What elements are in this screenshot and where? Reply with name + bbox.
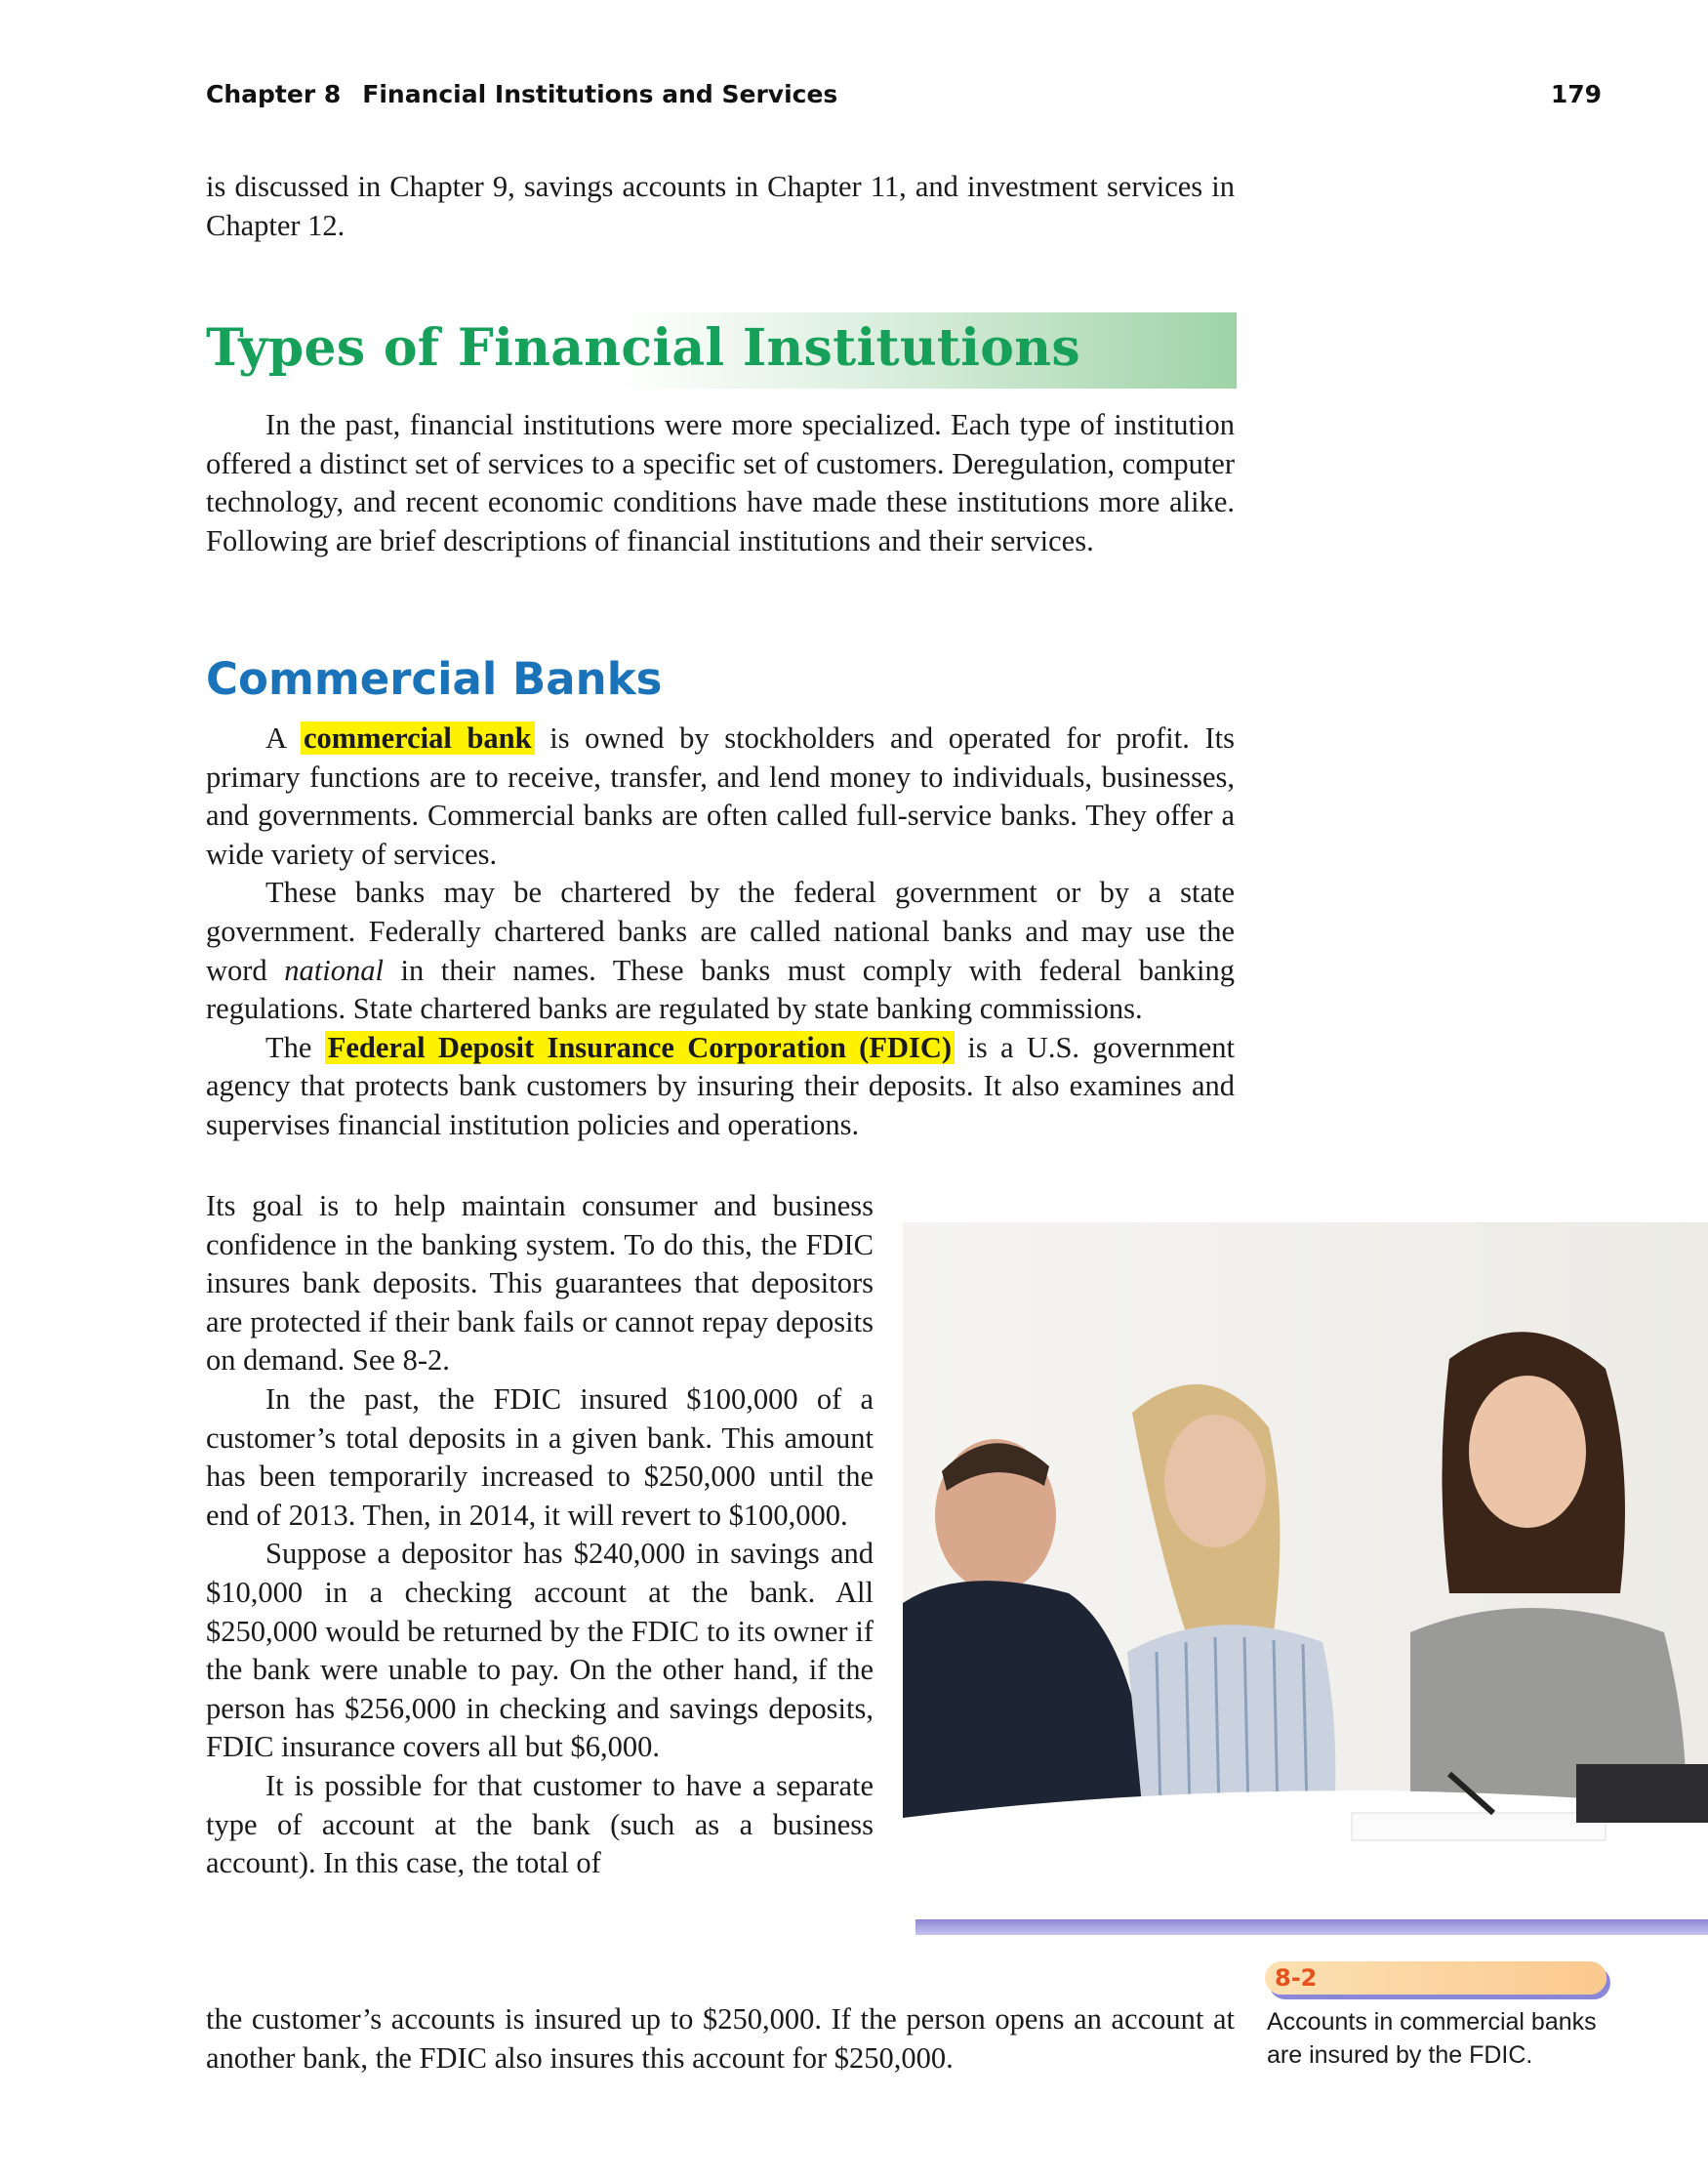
commercial-banks-body	[206, 720, 1235, 1145]
paragraph-separate-account: It is possible for that customer to have a separate type of account at the bank (such as a business account). In this case, the total of	[206, 1768, 874, 1880]
paragraph-depositor-example: Suppose a depositor has $240,000 in savings and $10,000 in a checking account at the bank. All $250,000 would be returned by the FDIC to its owner if the bank were unable to pay. On the other hand, if the person has $256,000 in checking and savings deposits, FDIC insurance covers all but $6,000.	[206, 1537, 874, 1764]
page-number: 179	[1550, 80, 1602, 108]
chapter-number: Chapter 8	[206, 80, 342, 108]
emphasis-national: national	[284, 953, 384, 987]
paragraph-fdic-continued: Its goal is to help maintain consumer and business confidence in the banking system. To do this, the FDIC insures bank deposits. This guarantees that depositors are protected if their bank fails or cannot repay deposits on demand. See 8-2.	[206, 1189, 874, 1378]
text-run: A	[265, 721, 301, 755]
types-text: In the past, financial institutions were more specialized. Each type of institution offered a distinct set of services to a specific set of customers. Deregulation, computer technology, and recent economic conditions have made these institutions more alike. Following are brief descriptions of financial institutions and their services.	[206, 408, 1235, 557]
chapter-title: Financial Institutions and Services	[362, 80, 838, 108]
glossary-term-commercial-bank[interactable]: commercial bank	[301, 721, 535, 755]
text-run: These banks may be chartered by the federal government or by a state government. Federally chartered banks are called national banks and may use the word	[206, 876, 1235, 987]
figure-number-badge: 8-2	[1265, 1961, 1606, 1995]
intro-text: is discussed in Chapter 9, savings accounts in Chapter 11, and investment services in Chapter 12.	[206, 170, 1235, 242]
figure-photo-bank-meeting	[903, 1222, 1708, 1923]
paragraph-chartering	[206, 874, 1235, 1028]
section-title: Types of Financial Institutions	[206, 318, 1080, 378]
photo-shadow-bar	[915, 1919, 1708, 1935]
paragraph-commercial-bank	[206, 720, 1235, 874]
paragraph-fdic	[206, 1029, 1235, 1145]
glossary-term-fdic[interactable]: Federal Deposit Insurance Corporation (FDIC)	[325, 1031, 955, 1064]
types-paragraph	[206, 406, 1235, 560]
text-run: is a U.S. government agency that protects bank customers by insuring their deposits. It also examines and supervises financial institution policies and operations.	[206, 1030, 1235, 1141]
subsection-title: Commercial Banks	[206, 653, 663, 705]
figure-caption: Accounts in commercial banks are insured by the FDIC.	[1267, 2008, 1597, 2069]
text-run: The	[265, 1030, 325, 1064]
narrow-column-body	[206, 1187, 874, 1883]
paragraph-insurance-limit: In the past, the FDIC insured $100,000 of a customer’s total deposits in a given bank. This amount has been temporarily increased to $250,000 until the end of 2013. Then, in 2014, it will revert to $100,000.	[206, 1381, 874, 1532]
paragraph-separate-account-continued: the customer’s accounts is insured up to $250,000. If the person opens an account at another bank, the FDIC also insures this account for $250,000.	[206, 2002, 1235, 2075]
text-run: is owned by stockholders and operated for profit. Its primary functions are to receive, transfer, and lend money to individuals, businesses, and governments. Commercial banks are often called full-service banks. They offer a wide variety of services.	[206, 721, 1235, 871]
text-run: in their names. These banks must comply with federal banking regulations. State chartered banks are regulated by state banking commissions.	[206, 953, 1236, 1026]
running-header	[206, 80, 1602, 119]
photo-illustration	[903, 1222, 1708, 1923]
wide-column-tail	[206, 2000, 1235, 2078]
intro-paragraph	[206, 168, 1235, 245]
chapter-heading	[206, 80, 837, 108]
